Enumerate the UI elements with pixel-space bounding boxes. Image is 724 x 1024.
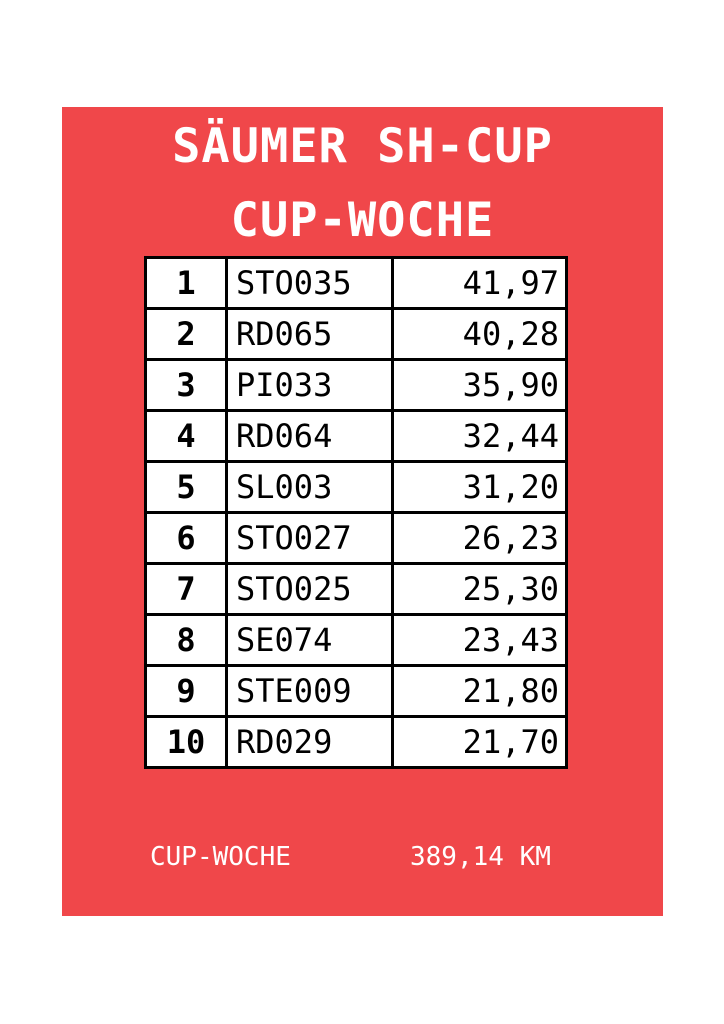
rank-cell: 9 — [146, 666, 227, 717]
value-cell: 23,43 — [393, 615, 567, 666]
code-cell: SL003 — [227, 462, 393, 513]
table-row — [146, 666, 567, 717]
rank-cell: 5 — [146, 462, 227, 513]
rank-cell: 10 — [146, 717, 227, 768]
value-cell: 41,97 — [393, 258, 567, 309]
value-cell: 35,90 — [393, 360, 567, 411]
value-cell: 32,44 — [393, 411, 567, 462]
table-row — [146, 309, 567, 360]
value-cell: 26,23 — [393, 513, 567, 564]
code-cell: STO027 — [227, 513, 393, 564]
table-row — [146, 462, 567, 513]
code-cell: RD064 — [227, 411, 393, 462]
value-cell: 21,70 — [393, 717, 567, 768]
code-cell: STE009 — [227, 666, 393, 717]
rank-cell: 4 — [146, 411, 227, 462]
cup-week-panel — [62, 107, 663, 916]
value-cell: 31,20 — [393, 462, 567, 513]
table-row — [146, 411, 567, 462]
code-cell: RD029 — [227, 717, 393, 768]
code-cell: PI033 — [227, 360, 393, 411]
table-row — [146, 513, 567, 564]
code-cell: SE074 — [227, 615, 393, 666]
rank-cell: 8 — [146, 615, 227, 666]
ranking-table — [144, 256, 568, 769]
table-row — [146, 360, 567, 411]
table-row — [146, 615, 567, 666]
total-distance: 389,14 KM — [410, 842, 551, 872]
rank-cell: 6 — [146, 513, 227, 564]
value-cell: 25,30 — [393, 564, 567, 615]
table-row — [146, 258, 567, 309]
rank-cell: 7 — [146, 564, 227, 615]
rank-cell: 1 — [146, 258, 227, 309]
table-row — [146, 717, 567, 768]
code-cell: RD065 — [227, 309, 393, 360]
page-title: SÄUMER SH-CUP — [172, 119, 553, 174]
rank-cell: 3 — [146, 360, 227, 411]
page-subtitle: CUP-WOCHE — [230, 193, 495, 248]
table-row — [146, 564, 567, 615]
code-cell: STO025 — [227, 564, 393, 615]
rank-cell: 2 — [146, 309, 227, 360]
value-cell: 21,80 — [393, 666, 567, 717]
value-cell: 40,28 — [393, 309, 567, 360]
footer-label: CUP-WOCHE — [150, 842, 291, 872]
code-cell: STO035 — [227, 258, 393, 309]
